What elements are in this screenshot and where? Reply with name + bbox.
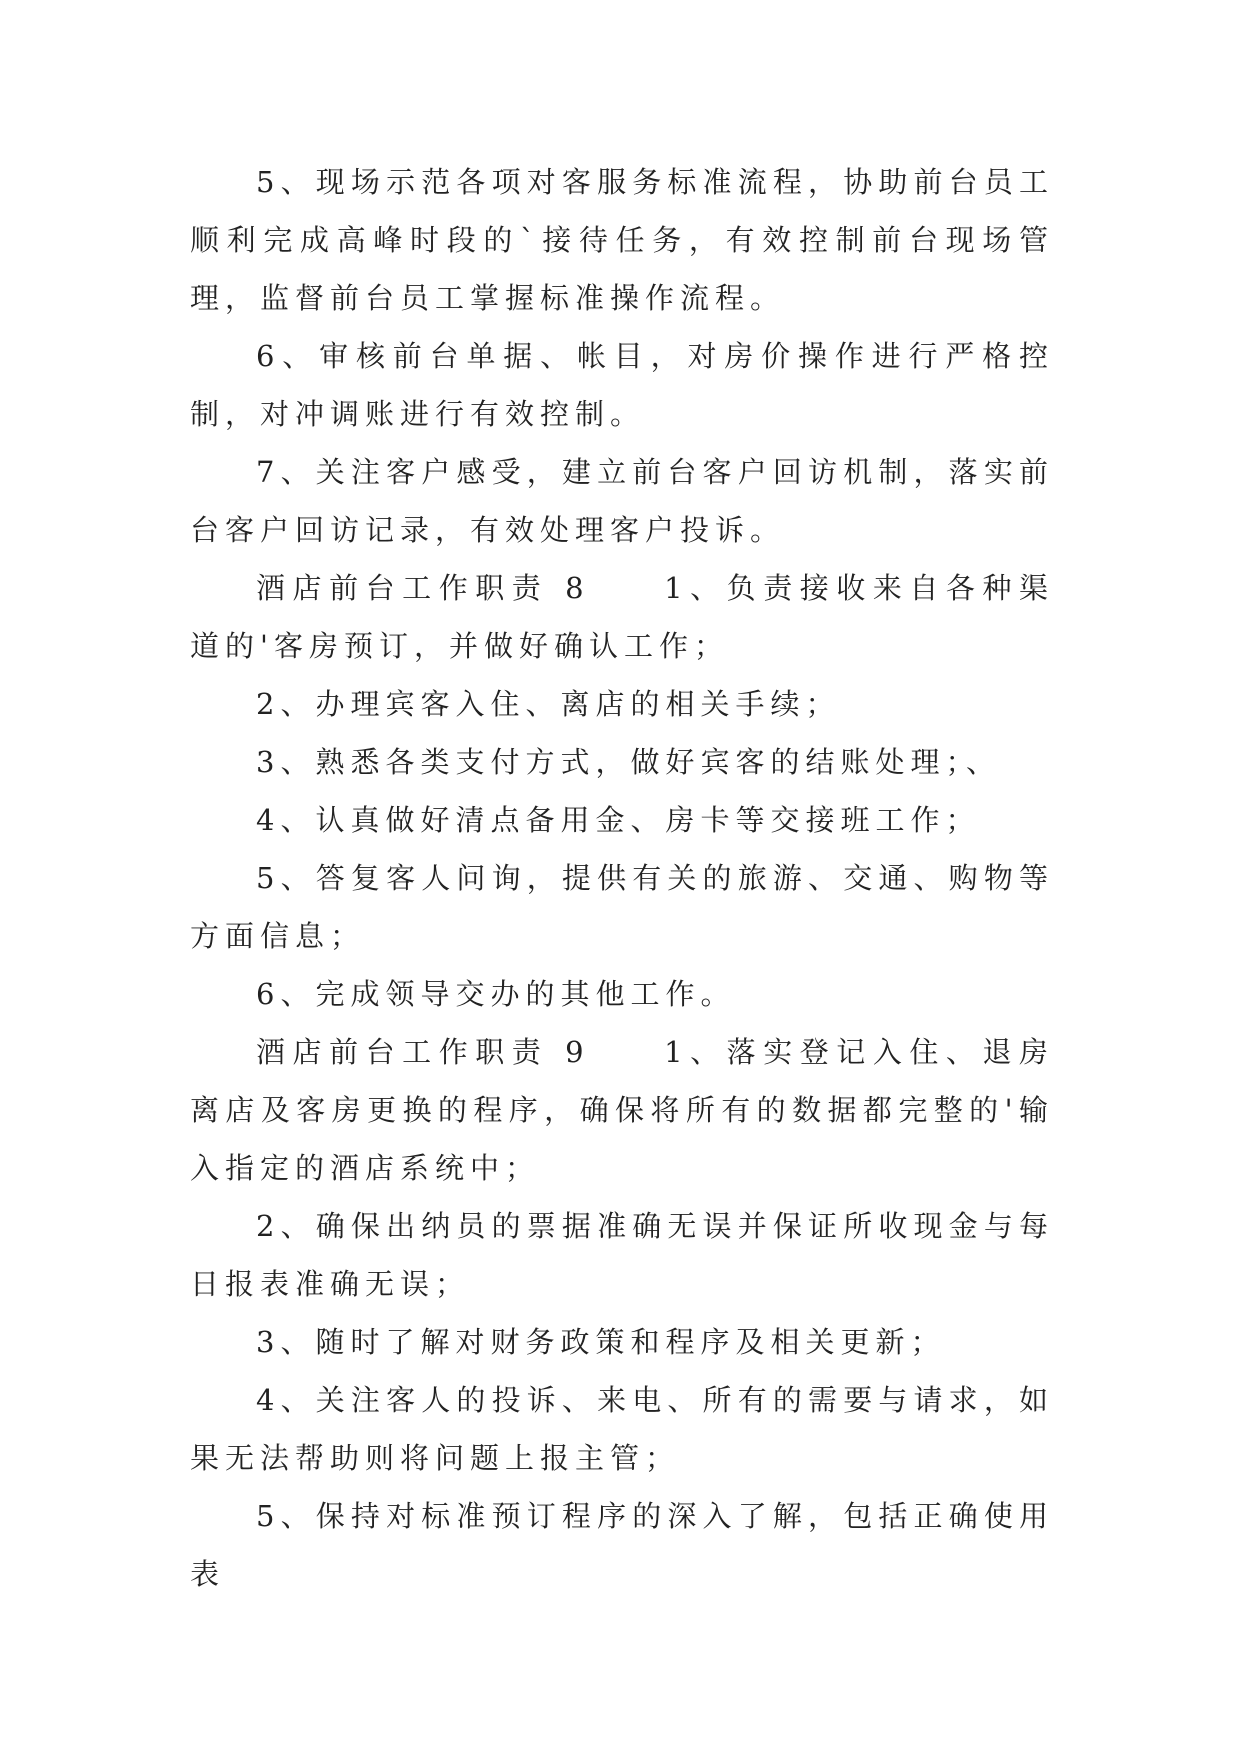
paragraph-12: 3、随时了解对财务政策和程序及相关更新；	[256, 1325, 946, 1359]
paragraph-10: 酒店前台工作职责 9 1、落实登记入住、退房离店及客房更换的程序，确保将所有的数据都完整的'输入指定的酒店系统中；	[190, 1035, 1054, 1185]
paragraph-8: 5、答复客人问询，提供有关的旅游、交通、购物等方面信息；	[190, 861, 1054, 953]
paragraph-14: 5、保持对标准预订程序的深入了解，包括正确使用表	[190, 1499, 1054, 1591]
paragraph-9: 6、完成领导交办的其他工作。	[256, 977, 736, 1011]
paragraph-13: 4、关注客人的投诉、来电、所有的需要与请求，如果无法帮助则将问题上报主管；	[190, 1383, 1054, 1475]
paragraph-3: 7、关注客户感受，建立前台客户回访机制，落实前台客户回访记录，有效处理客户投诉。	[190, 455, 1054, 547]
paragraph-6: 3、熟悉各类支付方式，做好宾客的结账处理；、	[256, 745, 1001, 779]
paragraph-11: 2、确保出纳员的票据准确无误并保证所收现金与每日报表准确无误；	[190, 1209, 1054, 1301]
paragraph-1: 5、现场示范各项对客服务标准流程，协助前台员工顺利完成高峰时段的`接待任务，有效控制前台现场管理，监督前台员工掌握标准操作流程。	[190, 165, 1054, 315]
paragraph-7: 4、认真做好清点备用金、房卡等交接班工作；	[256, 803, 981, 837]
paragraph-4: 酒店前台工作职责 8 1、负责接收来自各种渠道的'客房预订，并做好确认工作；	[190, 571, 1054, 663]
paragraph-2: 6、审核前台单据、帐目，对房价操作进行严格控制，对冲调账进行有效控制。	[190, 339, 1054, 431]
paragraph-5: 2、办理宾客入住、离店的相关手续；	[256, 687, 841, 721]
document-page	[190, 153, 1054, 1603]
